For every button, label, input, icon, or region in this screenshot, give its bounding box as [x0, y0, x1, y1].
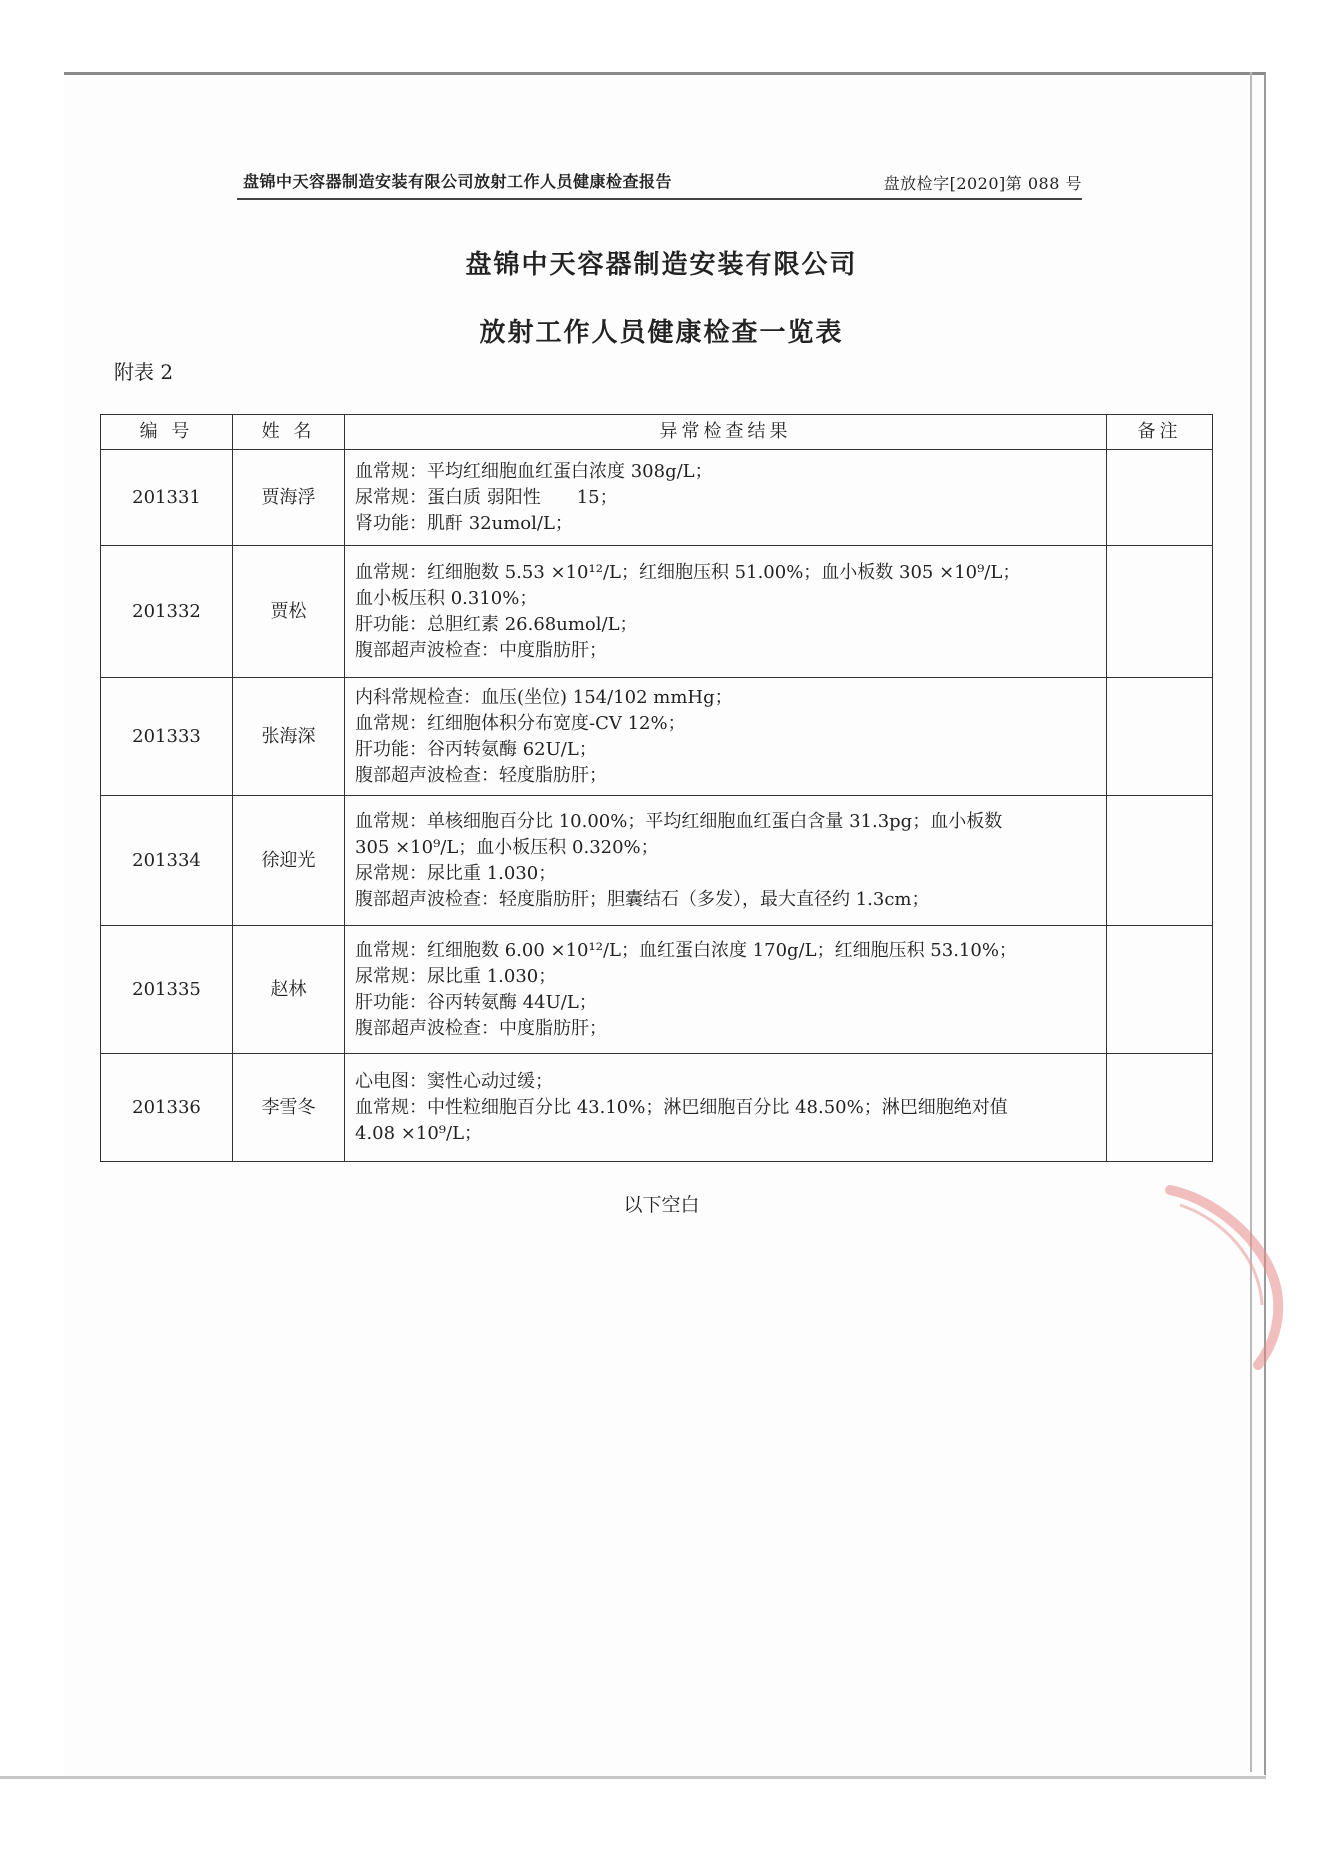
- finding-line: 肝功能：谷丙转氨酶 44U/L；: [355, 991, 597, 1013]
- blank-below-note: 以下空白: [623, 1194, 700, 1216]
- table-row: [101, 678, 1213, 796]
- red-seal-stamp-icon: [1140, 1180, 1290, 1370]
- finding-line: 血常规：红细胞体积分布宽度-CV 12%；: [355, 712, 686, 734]
- table-row: [101, 796, 1213, 926]
- employee-id: 201332: [101, 546, 233, 678]
- abnormal-findings: [345, 546, 1107, 678]
- employee-id: 201334: [101, 796, 233, 926]
- table-row: [101, 450, 1213, 546]
- finding-line: 305 ×10⁹/L；血小板压积 0.320%；: [355, 836, 659, 858]
- table-row: [101, 1054, 1213, 1162]
- table-row: [101, 546, 1213, 678]
- finding-line: 尿常规：尿比重 1.030；: [355, 965, 557, 987]
- employee-name: 赵林: [233, 926, 345, 1054]
- results-table: [100, 414, 1213, 1162]
- remarks-cell: [1107, 678, 1213, 796]
- finding-line: 血常规：中性粒细胞百分比 43.10%；淋巴细胞百分比 48.50%；淋巴细胞绝对值: [355, 1096, 1008, 1118]
- remarks-cell: [1107, 926, 1213, 1054]
- finding-line: 血小板压积 0.310%；: [355, 587, 538, 609]
- abnormal-findings: [345, 926, 1107, 1054]
- finding-line: 内科常规检查：血压(坐位) 154/102 mmHg；: [355, 686, 733, 708]
- report-header-title: 盘锦中天容器制造安装有限公司放射工作人员健康检查报告: [243, 172, 673, 191]
- remarks-cell: [1107, 546, 1213, 678]
- column-header-name: 姓 名: [233, 415, 345, 450]
- finding-line: 肝功能：总胆红素 26.68umol/L；: [355, 613, 638, 635]
- column-header-findings: 异常检查结果: [345, 415, 1107, 450]
- employee-id: 201331: [101, 450, 233, 546]
- column-header-id: 编 号: [101, 415, 233, 450]
- employee-name: 贾松: [233, 546, 345, 678]
- finding-line: 血常规：平均红细胞血红蛋白浓度 308g/L；: [355, 460, 713, 482]
- company-title: 盘锦中天容器制造安装有限公司: [465, 250, 858, 280]
- abnormal-findings: [345, 450, 1107, 546]
- finding-line: 肾功能：肌酐 32umol/L；: [355, 512, 573, 534]
- finding-line: 4.08 ×10⁹/L；: [355, 1122, 483, 1144]
- finding-line: 血常规：红细胞数 6.00 ×10¹²/L；血红蛋白浓度 170g/L；红细胞压积 53.10%；: [355, 939, 1017, 961]
- employee-id: 201335: [101, 926, 233, 1054]
- employee-name: 张海深: [233, 678, 345, 796]
- remarks-cell: [1107, 1054, 1213, 1162]
- results-body: [101, 450, 1213, 1162]
- remarks-cell: [1107, 450, 1213, 546]
- employee-name: 李雪冬: [233, 1054, 345, 1162]
- employee-id: 201336: [101, 1054, 233, 1162]
- report-number: 盘放检字[2020]第 088 号: [883, 174, 1082, 193]
- table-header-row: [101, 415, 1213, 450]
- report-header: [237, 168, 1082, 200]
- finding-line: 肝功能：谷丙转氨酶 62U/L；: [355, 738, 597, 760]
- document-title: 放射工作人员健康检查一览表: [479, 318, 844, 348]
- finding-line: 腹部超声波检查：轻度脂肪肝；胆囊结石（多发），最大直径约 1.3cm；: [355, 888, 930, 910]
- finding-line: 尿常规：蛋白质 弱阳性 15；: [355, 486, 618, 508]
- finding-line: 血常规：红细胞数 5.53 ×10¹²/L；红细胞压积 51.00%；血小板数 305 ×10⁹/L；: [355, 561, 1021, 583]
- abnormal-findings: [345, 796, 1107, 926]
- finding-line: 尿常规：尿比重 1.030；: [355, 862, 557, 884]
- abnormal-findings: [345, 678, 1107, 796]
- finding-line: 腹部超声波检查：中度脂肪肝；: [355, 1017, 607, 1039]
- finding-line: 腹部超声波检查：轻度脂肪肝；: [355, 764, 607, 786]
- column-header-remarks: 备注: [1107, 415, 1213, 450]
- remarks-cell: [1107, 796, 1213, 926]
- finding-line: 腹部超声波检查：中度脂肪肝；: [355, 639, 607, 661]
- appendix-label: 附表 2: [114, 360, 174, 384]
- abnormal-findings: [345, 1054, 1107, 1162]
- employee-name: 贾海浮: [233, 450, 345, 546]
- employee-id: 201333: [101, 678, 233, 796]
- finding-line: 血常规：单核细胞百分比 10.00%；平均红细胞血红蛋白含量 31.3pg；血小板数: [355, 810, 1003, 832]
- table-row: [101, 926, 1213, 1054]
- finding-line: 心电图：窦性心动过缓；: [355, 1070, 553, 1092]
- employee-name: 徐迎光: [233, 796, 345, 926]
